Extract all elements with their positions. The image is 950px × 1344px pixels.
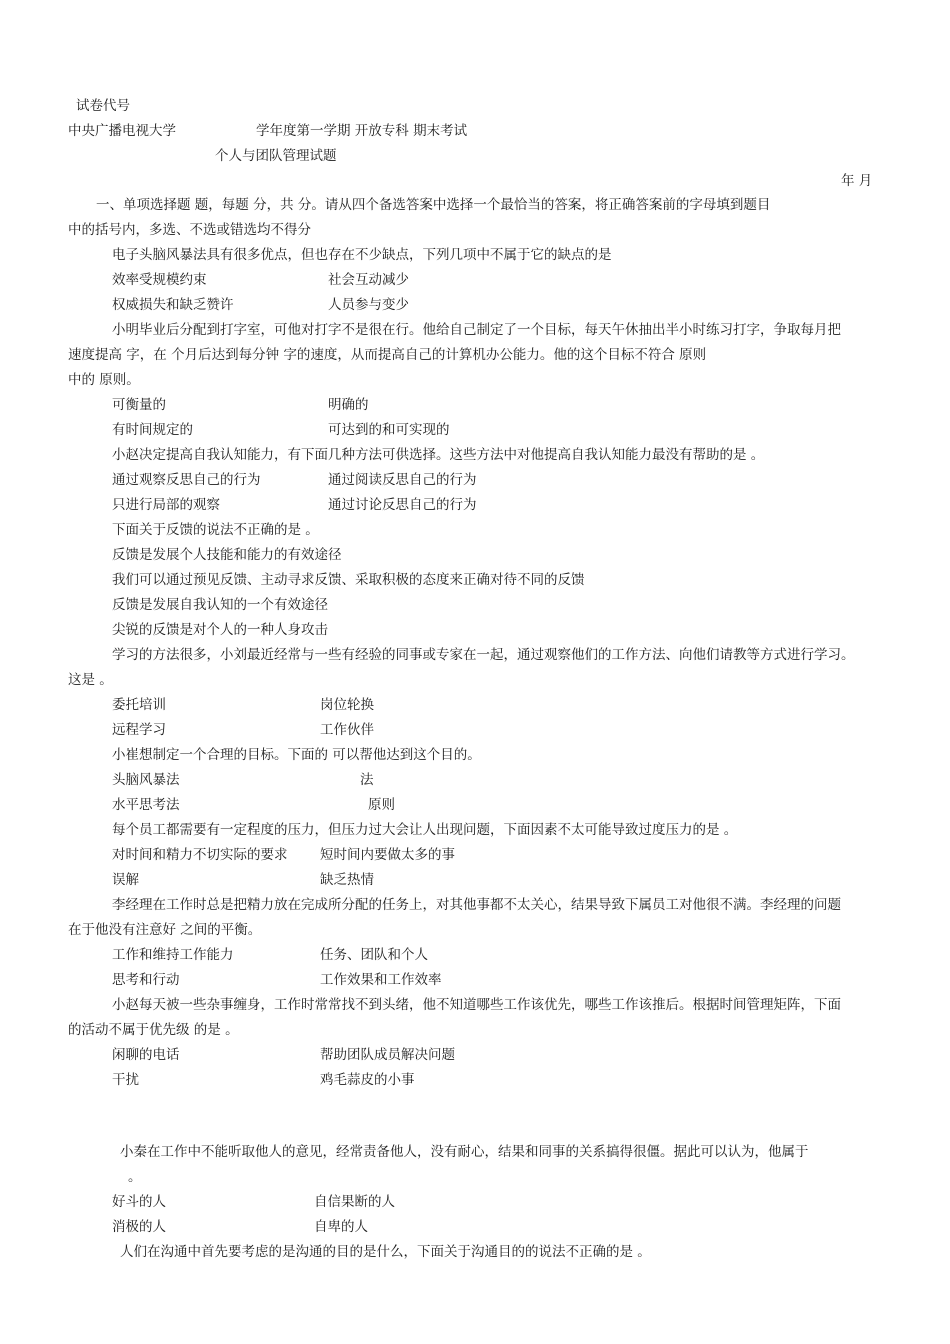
q8-stem-line1: 李经理在工作时总是把精力放在完成所分配的任务上，对其他事都不太关心，结果导致下属员工对他很不满。李经理的问题: [112, 897, 841, 913]
q8-option-b: 任务、团队和个人: [320, 947, 428, 963]
q5-option-c: 远程学习: [112, 722, 166, 738]
exam-date: 年 月: [841, 173, 873, 189]
q2-stem-line2: 速度提高 字，在 个月后达到每分钟 字的速度，从而提高自己的计算机办公能力。他的这个目标不符合 原则: [68, 347, 707, 363]
q2-option-b: 明确的: [328, 397, 369, 413]
q2-stem-line1: 小明毕业后分配到打字室，可他对打字不是很在行。他给自己制定了一个目标，每天午休抽出半小时练习打字，争取每月把: [112, 322, 841, 338]
q9-option-a: 闲聊的电话: [112, 1047, 180, 1063]
exam-term: 学年度第一学期 开放专科 期末考试: [256, 123, 468, 139]
q5-option-a: 委托培训: [112, 697, 166, 713]
q2-stem-line3: 中的 原则。: [68, 372, 140, 388]
q5-option-b: 岗位轮换: [320, 697, 374, 713]
q1-stem: 电子头脑风暴法具有很多优点，但也存在不少缺点，下列几项中不属于它的缺点的是: [112, 247, 612, 263]
q6-option-a: 头脑风暴法: [112, 772, 180, 788]
q8-option-c: 思考和行动: [112, 972, 180, 988]
university-name: 中央广播电视大学: [68, 123, 176, 139]
q3-option-d: 通过讨论反思自己的行为: [328, 497, 477, 513]
q5-option-d: 工作伙伴: [320, 722, 374, 738]
q9-stem-line2: 的活动不属于优先级 的是 。: [68, 1022, 239, 1038]
q4-option-c: 反馈是发展自我认知的一个有效途径: [112, 597, 328, 613]
q3-stem: 小赵决定提高自我认知能力，有下面几种方法可供选择。这些方法中对他提高自我认知能力最没有帮助的是 。: [112, 447, 765, 463]
q3-option-a: 通过观察反思自己的行为: [112, 472, 261, 488]
q9-option-c: 干扰: [112, 1072, 139, 1088]
paper-code: 试卷代号: [76, 98, 130, 114]
section-title-line2: 中的括号内，多选、不选或错选均不得分: [68, 222, 311, 238]
q10-option-a: 好斗的人: [112, 1194, 166, 1210]
q2-option-a: 可衡量的: [112, 397, 166, 413]
q5-stem-line2: 这是 。: [68, 672, 113, 688]
q11-stem: 人们在沟通中首先要考虑的是沟通的目的是什么，下面关于沟通目的的说法不正确的是 。: [120, 1244, 651, 1260]
q10-option-d: 自卑的人: [314, 1219, 368, 1235]
q1-option-b: 社会互动减少: [328, 272, 409, 288]
q7-option-a: 对时间和精力不切实际的要求: [112, 847, 288, 863]
q7-option-d: 缺乏热情: [320, 872, 374, 888]
q7-option-b: 短时间内要做太多的事: [320, 847, 455, 863]
q8-option-a: 工作和维持工作能力: [112, 947, 234, 963]
q8-option-d: 工作效果和工作效率: [320, 972, 442, 988]
q6-option-c: 水平思考法: [112, 797, 180, 813]
q4-stem: 下面关于反馈的说法不正确的是 。: [112, 522, 319, 538]
q10-stem-line2: 。: [128, 1169, 142, 1185]
q7-option-c: 误解: [112, 872, 139, 888]
section-title-line1: 一、单项选择题 题，每题 分，共 分。请从四个备选答案中选择一个最恰当的答案，将正确答案前的字母填到题目: [96, 197, 771, 213]
q10-option-b: 自信果断的人: [314, 1194, 395, 1210]
q1-option-c: 权威损失和缺乏赞许: [112, 297, 234, 313]
q10-option-c: 消极的人: [112, 1219, 166, 1235]
q6-stem: 小崔想制定一个合理的目标。下面的 可以帮他达到这个目的。: [112, 747, 481, 763]
q9-option-b: 帮助团队成员解决问题: [320, 1047, 455, 1063]
q7-stem: 每个员工都需要有一定程度的压力，但压力过大会让人出现问题，下面因素不太可能导致过度压力的是 。: [112, 822, 738, 838]
exam-subject: 个人与团队管理试题: [215, 148, 337, 164]
q1-option-a: 效率受规模约束: [112, 272, 207, 288]
q2-option-c: 有时间规定的: [112, 422, 193, 438]
q9-stem-line1: 小赵每天被一些杂事缠身，工作时常常找不到头绪，他不知道哪些工作该优先，哪些工作该推后。根据时间管理矩阵，下面: [112, 997, 841, 1013]
q6-option-b: 法: [360, 772, 374, 788]
q3-option-c: 只进行局部的观察: [112, 497, 220, 513]
q3-option-b: 通过阅读反思自己的行为: [328, 472, 477, 488]
q10-stem-line1: 小秦在工作中不能听取他人的意见，经常责备他人，没有耐心，结果和同事的关系搞得很僵。据此可以认为，他属于: [120, 1144, 809, 1160]
q4-option-d: 尖锐的反馈是对个人的一种人身攻击: [112, 622, 328, 638]
q6-option-d: 原则: [368, 797, 395, 813]
q5-stem-line1: 学习的方法很多，小刘最近经常与一些有经验的同事或专家在一起，通过观察他们的工作方法、向他们请教等方式进行学习。: [112, 647, 855, 663]
q4-option-a: 反馈是发展个人技能和能力的有效途径: [112, 547, 342, 563]
q8-stem-line2: 在于他没有注意好 之间的平衡。: [68, 922, 262, 938]
q2-option-d: 可达到的和可实现的: [328, 422, 450, 438]
q4-option-b: 我们可以通过预见反馈、主动寻求反馈、采取积极的态度来正确对待不同的反馈: [112, 572, 585, 588]
q9-option-d: 鸡毛蒜皮的小事: [320, 1072, 415, 1088]
q1-option-d: 人员参与变少: [328, 297, 409, 313]
